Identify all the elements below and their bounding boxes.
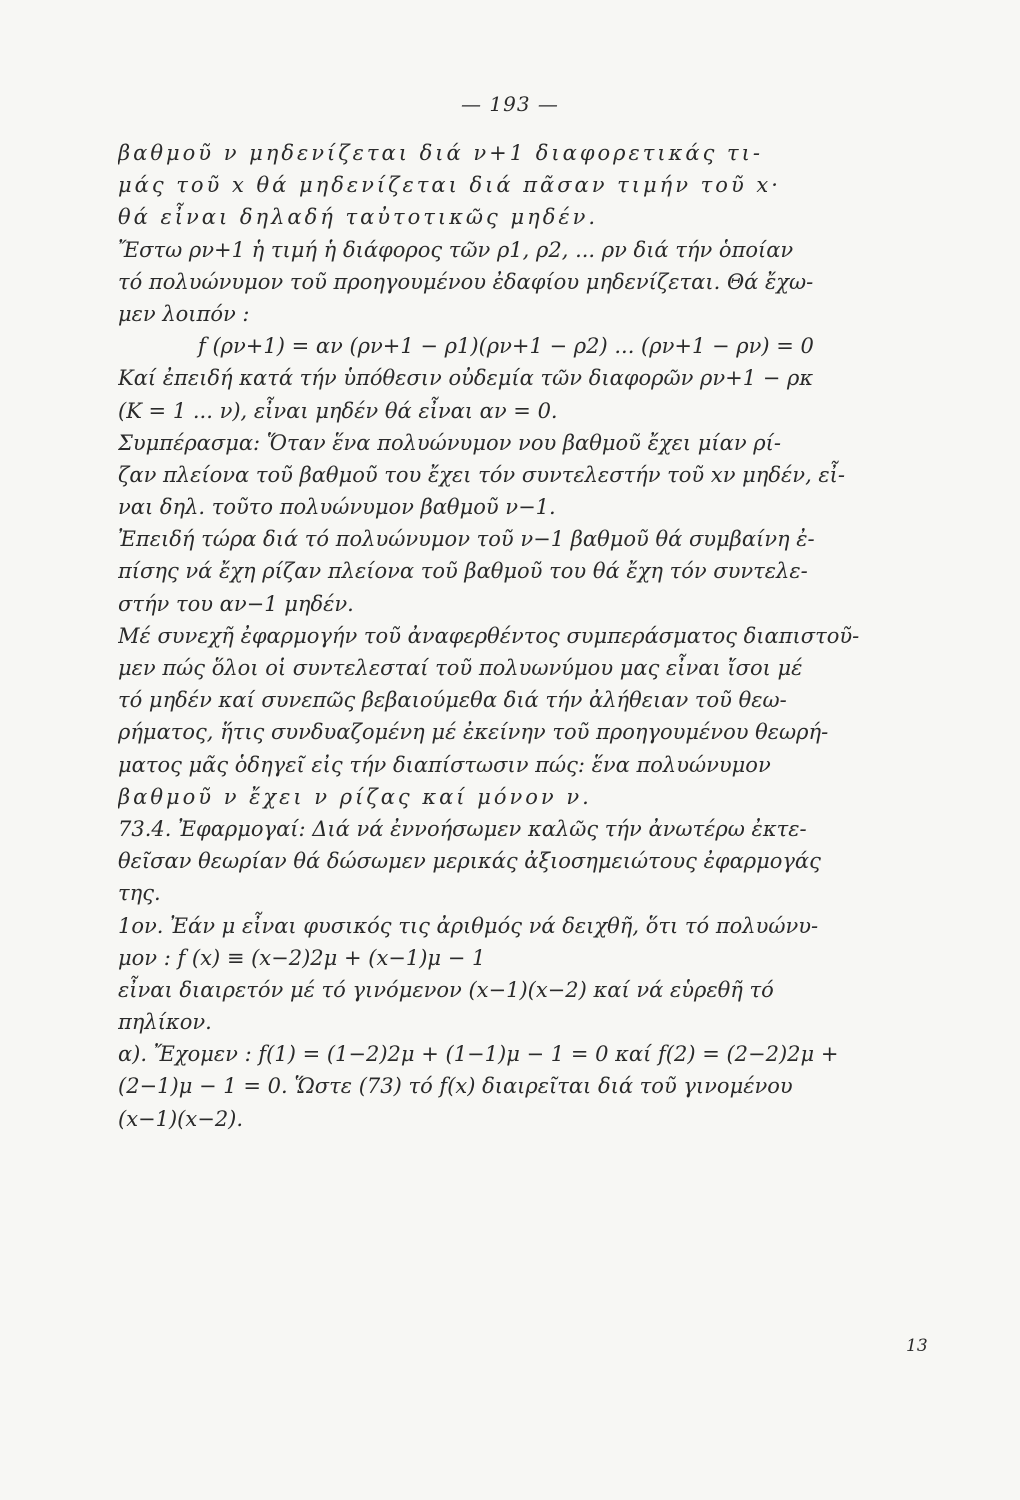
- text-line: της.: [118, 881, 161, 906]
- text-line: 1ον. Ἐάν μ εἶναι φυσικός τις ἀριθμός νά δειχθῆ, ὅτι τό πολυώνυ-: [118, 913, 819, 938]
- text-line: μάς τοῦ x θά μηδενίζεται διά πᾶσαν τιμήν τοῦ x·: [118, 173, 781, 198]
- text-line: βαθμοῦ ν μηδενίζεται διά ν+1 διαφορετικάς τι-: [118, 141, 763, 165]
- text-line: στήν του αν−1 μηδέν.: [118, 591, 354, 616]
- text-line: Συμπέρασμα: Ὅταν ἕνα πολυώνυμον νου βαθμοῦ ἔχει μίαν ρί-: [118, 430, 781, 455]
- text-line: μεν πώς ὅλοι οἱ συντελεσταί τοῦ πολυωνύμου μας εἶναι ἴσοι μέ: [118, 656, 803, 680]
- text-line: Καί ἐπειδή κατά τήν ὑπόθεσιν οὐδεμία τῶν διαφορῶν ρν+1 − ρκ: [118, 366, 814, 391]
- text-line: Μέ συνεχῆ ἐφαρμογήν τοῦ ἀναφερθέντος συμπεράσματος διαπιστοῦ-: [118, 623, 860, 648]
- text-line: πίσης νά ἔχη ρίζαν πλείονα τοῦ βαθμοῦ του θά ἔχη τόν συντελε-: [118, 559, 808, 584]
- formula-line: μον : f (x) ≡ (x−2)2μ + (x−1)μ − 1: [118, 945, 486, 970]
- text-line: θά εἶναι δηλαδή ταὐτοτικῶς μηδέν.: [118, 205, 599, 230]
- text-line: πηλίκον.: [118, 1010, 212, 1035]
- text-line: ζαν πλείονα τοῦ βαθμοῦ του ἔχει τόν συντελεστήν τοῦ xν μηδέν, εἶ-: [118, 462, 846, 487]
- text-line: μεν λοιπόν :: [118, 301, 250, 326]
- text-line: ναι δηλ. τοῦτο πολυώνυμον βαθμοῦ ν−1.: [118, 495, 556, 520]
- text-line: ματος μᾶς ὁδηγεῖ εἰς τήν διαπίστωσιν πώς: ἕνα πολυώνυμον: [118, 752, 771, 777]
- text-line: τό πολυώνυμον τοῦ προηγουμένου ἐδαφίου μηδενίζεται. Θά ἔχω-: [118, 269, 814, 294]
- text-line: α). Ἔχομεν : f(1) = (1−2)2μ + (1−1)μ − 1 = 0 καί f(2) = (2−2)2μ +: [118, 1042, 839, 1067]
- page-number-header: — 193 —: [461, 92, 559, 116]
- text-line: (2−1)μ − 1 = 0. Ὥστε (73) τό f(x) διαιρεῖται διά τοῦ γινομένου: [118, 1074, 793, 1099]
- page-number-footer: 13: [906, 1336, 928, 1356]
- text-line: (x−1)(x−2).: [118, 1106, 244, 1131]
- text-line: θεῖσαν θεωρίαν θά δώσωμεν μερικάς ἀξιοσημειώτους ἐφαρμογάς: [118, 849, 821, 874]
- text-line: ρήματος, ἥτις συνδυαζομένη μέ ἐκείνην τοῦ προηγουμένου θεωρή-: [118, 720, 829, 745]
- text-line: βαθμοῦ ν ἔχει ν ρίζας καί μόνον ν.: [118, 784, 592, 809]
- formula-line: f (ρν+1) = αν (ρν+1 − ρ1)(ρν+1 − ρ2) ... (ρν+1 − ρν) = 0: [198, 334, 814, 359]
- text-line: (Κ = 1 ... ν), εἶναι μηδέν θά εἶναι αν = 0.: [118, 398, 558, 423]
- text-body: [118, 137, 948, 1135]
- text-line: Ἔστω ρν+1 ἡ τιμή ἡ διάφορος τῶν ρ1, ρ2, ... ρν διά τήν ὁποίαν: [118, 237, 794, 262]
- text-line: εἶναι διαιρετόν μέ τό γινόμενον (x−1)(x−2) καί νά εὑρεθῆ τό: [118, 977, 774, 1002]
- section-heading-line: 73.4. Ἐφαρμογαί: Διά νά ἐννοήσωμεν καλῶς τήν ἀνωτέρω ἐκτε-: [118, 816, 807, 841]
- text-line: Ἐπειδή τώρα διά τό πολυώνυμον τοῦ ν−1 βαθμοῦ θά συμβαίνη ἐ-: [118, 527, 815, 552]
- text-line: τό μηδέν καί συνεπῶς βεβαιούμεθα διά τήν ἀλήθειαν τοῦ θεω-: [118, 688, 787, 713]
